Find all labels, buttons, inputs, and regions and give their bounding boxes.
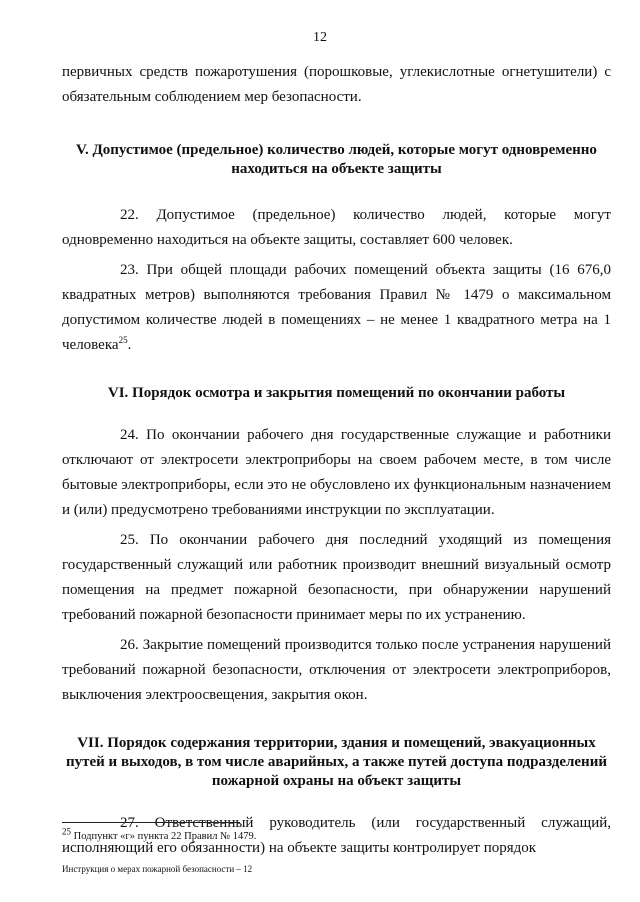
section-7-heading: VII. Порядок содержания территории, здания и помещений, эвакуационных путей и выходов, в том числе аварийных, а также путей доступа подразделений пожарной охраны на объект защиты — [66, 735, 607, 789]
paragraph-24: 24. По окончании рабочего дня государственные служащие и работники отключают от электросети электроприборы на своем рабочем месте, в том числе бытовые электроприборы, если это не обусловлено их функциональным назначением и (или) предусмотрено требованиями инструкции по эксплуатации. — [62, 427, 611, 518]
section-6-heading: VI. Порядок осмотра и закрытия помещений по окончании работы — [107, 385, 566, 401]
paragraph-23-text: 23. При общей площади рабочих помещений объекта защиты (16 676,0 квадратных метров) выполняются требования Правил № 1479 о максимальном допустимом количестве людей в помещениях – не менее 1 квадратного метра на 1 человека — [62, 262, 611, 353]
footnote-number: 25 — [62, 826, 71, 837]
footnote-25 — [62, 826, 602, 844]
footnote-ref-25: 25 — [118, 335, 128, 345]
paragraph-23-end: . — [127, 337, 132, 353]
footnote-text: Подпункт «г» пункта 22 Правил № 1479. — [71, 831, 257, 842]
section-5-heading: V. Допустимое (предельное) количество людей, которые могут одновременно находиться на объекте защиты — [76, 142, 597, 177]
page-number: 12 — [313, 30, 327, 45]
page-footer: Инструкция о мерах пожарной безопасности – 12 — [62, 864, 253, 874]
paragraph-22: 22. Допустимое (предельное) количество людей, которые могут одновременно находиться на объекте защиты, составляет 600 человек. — [62, 207, 611, 248]
document-body — [62, 60, 611, 861]
paragraph-27: 27. Ответственный руководитель (или государственный служащий, исполняющий его обязанности) на объекте защиты контролирует порядок — [62, 815, 611, 856]
footnote-divider — [62, 822, 240, 823]
paragraph-26: 26. Закрытие помещений производится только после устранения нарушений требований пожарной безопасности, отключения от электросети электроприборов, выключения электроосвещения, закрытия окон. — [62, 637, 611, 703]
paragraph-25: 25. По окончании рабочего дня последний уходящий из помещения государственный служащий или работник производит внешний визуальный осмотр помещения на предмет пожарной безопасности, при обнаружении нарушений требований пожарной безопасности принимает меры по их устранению. — [62, 532, 611, 623]
paragraph-23 — [62, 258, 611, 358]
intro-paragraph: первичных средств пожаротушения (порошковые, углекислотные огнетушители) с обязательным соблюдением мер безопасности. — [62, 64, 611, 105]
